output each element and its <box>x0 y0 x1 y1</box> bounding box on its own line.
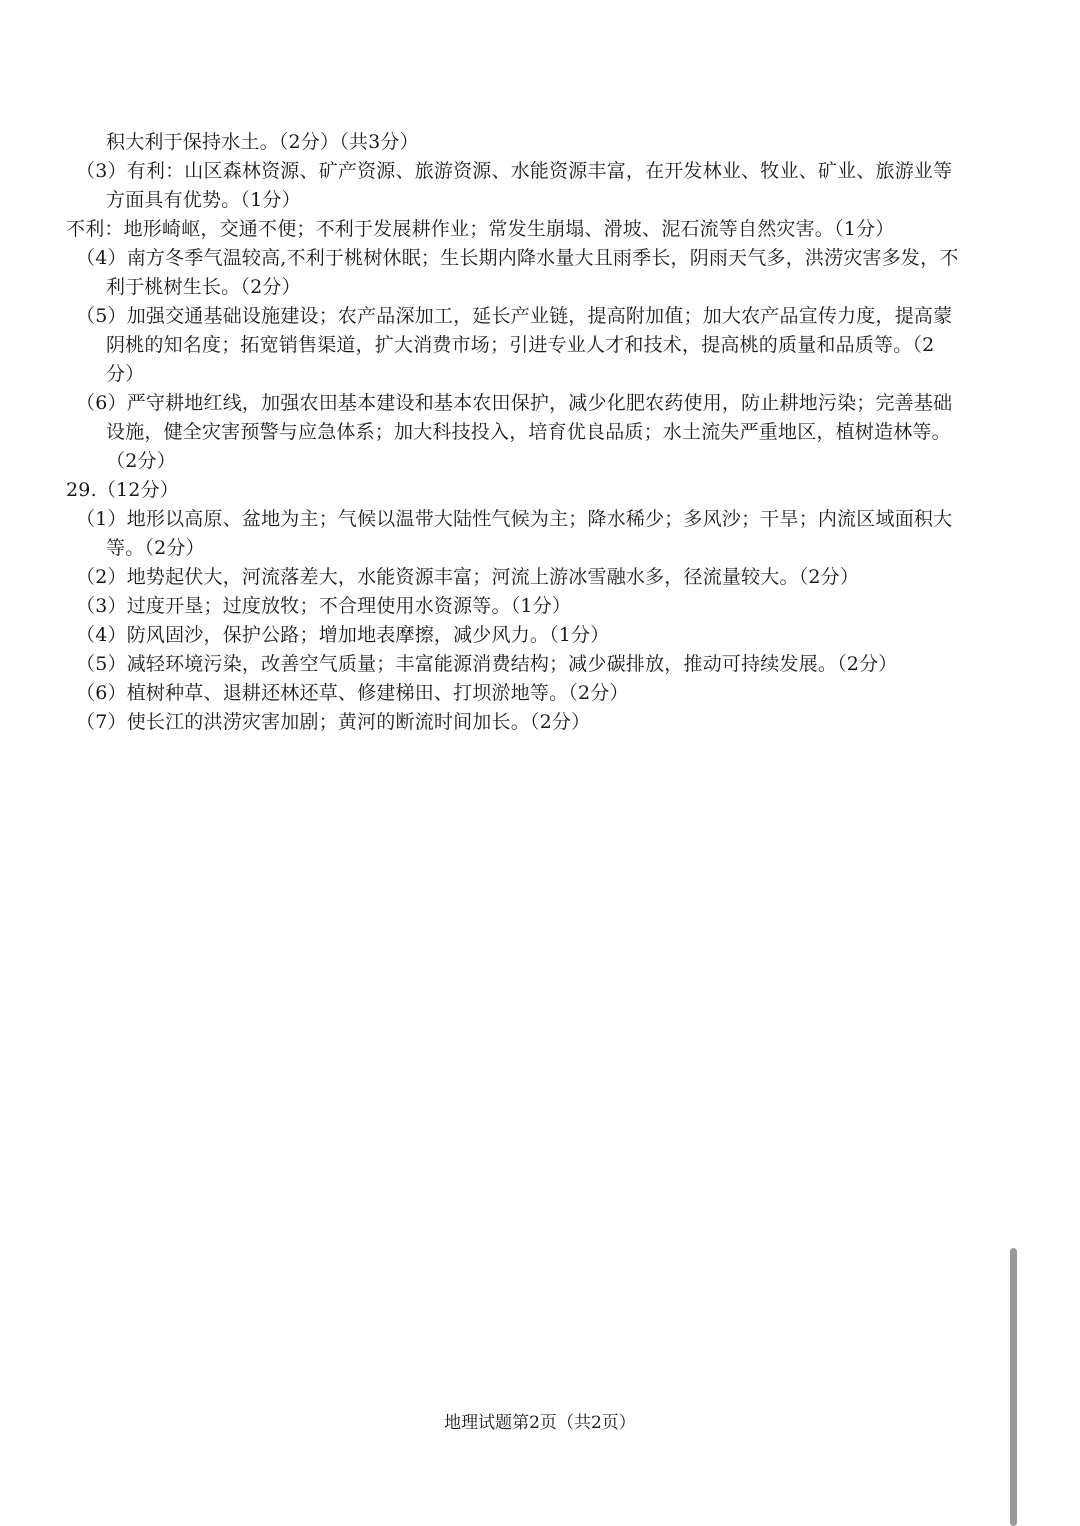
text-line: （1）地形以高原、盆地为主；气候以温带大陆性气候为主；降水稀少；多风沙；干旱；内流区域面积大 <box>76 508 953 530</box>
text-line: （3）有利：山区森林资源、矿产资源、旅游资源、水能资源丰富，在开发林业、牧业、矿业、旅游业等 <box>76 160 953 182</box>
text-line: 方面具有优势。（1分） <box>106 189 301 211</box>
text-line: （4）防风固沙，保护公路；增加地表摩擦，减少风力。（1分） <box>76 624 610 646</box>
text-line: （2）地势起伏大，河流落差大，水能资源丰富；河流上游冰雪融水多，径流量较大。（2分） <box>76 566 860 588</box>
text-line: （5）加强交通基础设施建设；农产品深加工，延长产业链，提高附加值；加大农产品宣传力度，提高蒙 <box>76 305 953 327</box>
page-footer: 地理试题第2页（共2页） <box>444 1413 636 1433</box>
text-line: （6）植树种草、退耕还林还草、修建梯田、打坝淤地等。（2分） <box>76 682 629 704</box>
text-line: （4）南方冬季气温较高,不利于桃树休眠；生长期内降水量大且雨季长，阴雨天气多，洪涝灾害多发，不 <box>76 247 959 269</box>
text-line: （6）严守耕地红线，加强农田基本建设和基本农田保护，减少化肥农药使用，防止耕地污染；完善基础 <box>76 392 953 414</box>
text-line: 积大利于保持水土。（2分）（共3分） <box>106 131 419 153</box>
question-heading: 29.（12分） <box>66 479 179 501</box>
text-line: （5）减轻环境污染，改善空气质量；丰富能源消费结构；减少碳排放，推动可持续发展。（2分） <box>76 653 898 675</box>
text-line: 利于桃树生长。（2分） <box>106 276 301 298</box>
text-line: 设施，健全灾害预警与应急体系；加大科技投入，培育优良品质；水土流失严重地区，植树造林等。 <box>106 421 951 443</box>
text-line: 等。（2分） <box>106 537 205 559</box>
scrollbar[interactable] <box>1010 1248 1017 1526</box>
text-line: （2分） <box>106 450 176 472</box>
text-line: （3）过度开垦；过度放牧；不合理使用水资源等。（1分） <box>76 595 572 617</box>
text-line: 阴桃的知名度；拓宽销售渠道，扩大消费市场；引进专业人才和技术，提高桃的质量和品质等。（2 <box>106 334 935 356</box>
text-line: 分） <box>106 363 145 385</box>
text-line: 不利：地形崎岖，交通不便；不利于发展耕作业；常发生崩塌、滑坡、泥石流等自然灾害。（1分） <box>66 218 895 240</box>
text-line: （7）使长江的洪涝灾害加剧；黄河的断流时间加长。（2分） <box>76 711 591 733</box>
